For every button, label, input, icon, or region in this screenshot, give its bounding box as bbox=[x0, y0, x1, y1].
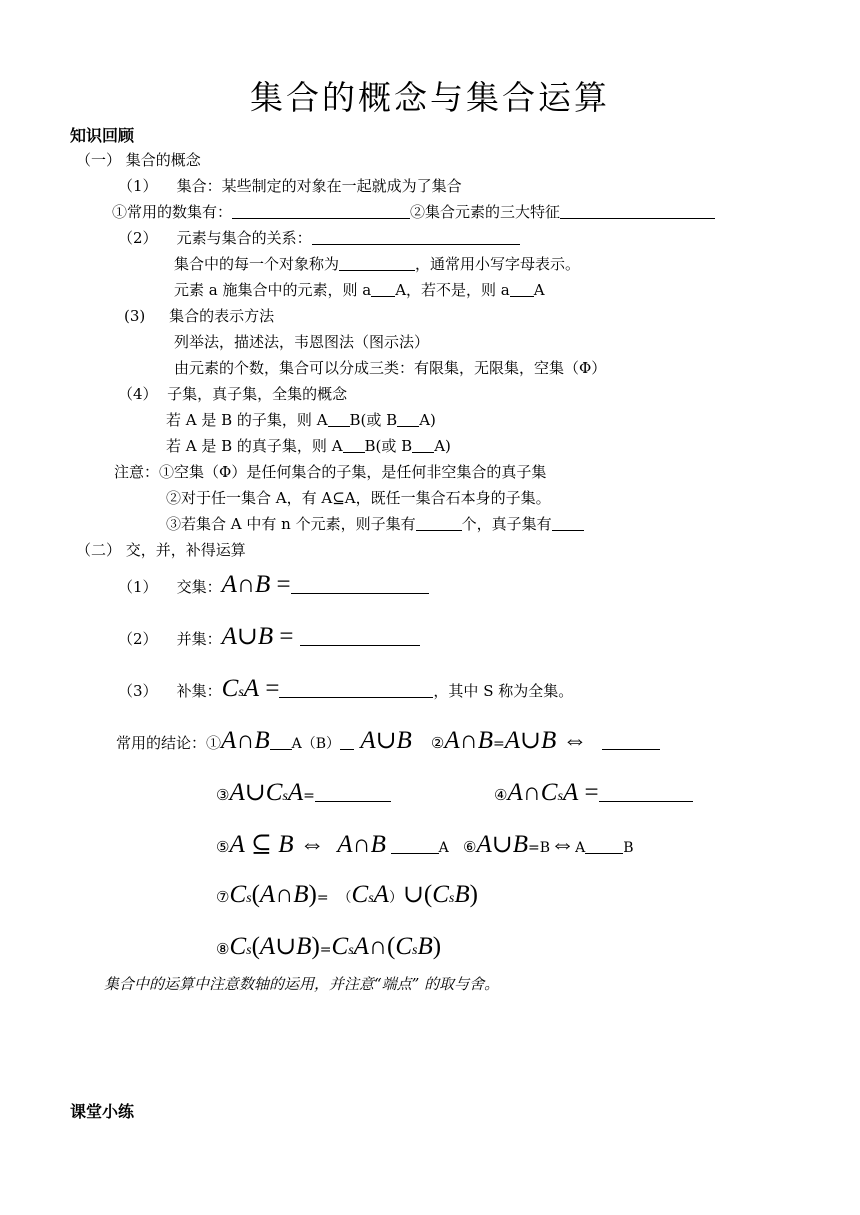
section-practice-heading: 课堂小练 bbox=[70, 1102, 135, 1121]
item2-sub1: 集合中的每一个对象称为 ，通常用小写字母表示。 bbox=[174, 255, 581, 273]
answer-blank[interactable] bbox=[602, 734, 660, 750]
conclusion-row-4: ⑦Cs(A∩B)= （CsA）∪(CsB) bbox=[216, 881, 478, 908]
answer-blank[interactable] bbox=[270, 734, 292, 750]
answer-blank[interactable] bbox=[312, 229, 520, 245]
part2-heading: （二） 交，并，补得运算 bbox=[76, 541, 246, 559]
answer-blank[interactable] bbox=[560, 203, 715, 219]
answer-blank[interactable] bbox=[371, 281, 395, 297]
conclusion-row-1: 常用的结论：①A∩B A（B） A∪B ②A∩B=A∪B ⇔ bbox=[116, 726, 660, 759]
intersection-line: （1） 交集：A∩B = bbox=[118, 570, 429, 602]
note3: ③若集合 A 中有 n 个元素，则子集有 个，真子集有 bbox=[166, 514, 584, 534]
answer-blank[interactable] bbox=[397, 411, 419, 427]
common-sets-line: ①常用的数集有： ②集合元素的三大特征 bbox=[112, 202, 715, 222]
answer-blank[interactable] bbox=[300, 630, 420, 646]
part1-heading: （一） 集合的概念 bbox=[76, 151, 201, 169]
item2-sub2: 元素 a 施集合中的元素，则 a A，若不是，则 a A bbox=[174, 281, 545, 299]
item1: （1） 集合：某些制定的对象在一起就成为了集合 bbox=[118, 177, 462, 195]
conclusion-row-2b: ④A∩CsA = bbox=[494, 778, 693, 812]
note1: 注意：①空集（Φ）是任何集合的子集，是任何非空集合的真子集 bbox=[114, 463, 547, 481]
complement-line: （3） 补集：CsA = ，其中 S 称为全集。 bbox=[118, 675, 574, 702]
item4: （4） 子集，真子集，全集的概念 bbox=[118, 385, 348, 403]
answer-blank[interactable] bbox=[339, 255, 415, 271]
answer-blank[interactable] bbox=[328, 411, 350, 427]
answer-blank[interactable] bbox=[232, 203, 410, 219]
item3-sub1: 列举法，描述法，韦恩图法（图示法） bbox=[174, 333, 430, 351]
item2: （2） 元素与集合的关系： bbox=[118, 228, 520, 248]
answer-blank[interactable] bbox=[291, 578, 429, 594]
answer-blank[interactable] bbox=[315, 786, 391, 802]
item4-sub1: 若 A 是 B 的子集，则 A B(或 B A) bbox=[166, 411, 436, 429]
answer-blank[interactable] bbox=[599, 786, 693, 802]
italic-note: 集合中的运算中注意数轴的运用，并注意“端点” 的取与舍。 bbox=[104, 975, 500, 993]
answer-blank[interactable] bbox=[412, 437, 434, 453]
answer-blank[interactable] bbox=[585, 838, 623, 854]
conclusion-row-5: ⑧Cs(A∪B)=CsA∩(CsB) bbox=[216, 933, 442, 960]
answer-blank[interactable] bbox=[552, 515, 584, 531]
page-title: 集合的概念与集合运算 bbox=[250, 78, 610, 117]
answer-blank[interactable] bbox=[510, 281, 534, 297]
answer-blank[interactable] bbox=[343, 437, 365, 453]
answer-blank[interactable] bbox=[340, 734, 354, 750]
union-line: （2） 并集：A∪B = bbox=[118, 622, 420, 654]
item3: (3) 集合的表示方法 bbox=[124, 307, 275, 325]
answer-blank[interactable] bbox=[416, 515, 462, 531]
item4-sub2: 若 A 是 B 的真子集，则 A B(或 B A) bbox=[166, 437, 451, 455]
answer-blank[interactable] bbox=[279, 682, 433, 698]
section-review-heading: 知识回顾 bbox=[70, 126, 135, 145]
conclusion-row-3: ⑤A ⊆ B ⇔ A∩B A ⑥A∪B=B⇔A B bbox=[216, 831, 634, 858]
note2: ②对于任一集合 A，有 A⊆A，既任一集合石本身的子集。 bbox=[166, 489, 551, 507]
item3-sub2: 由元素的个数，集合可以分成三类：有限集，无限集，空集（Φ） bbox=[174, 359, 607, 377]
conclusion-row-2: ③A∪CsA= bbox=[216, 778, 391, 812]
answer-blank[interactable] bbox=[391, 838, 439, 854]
